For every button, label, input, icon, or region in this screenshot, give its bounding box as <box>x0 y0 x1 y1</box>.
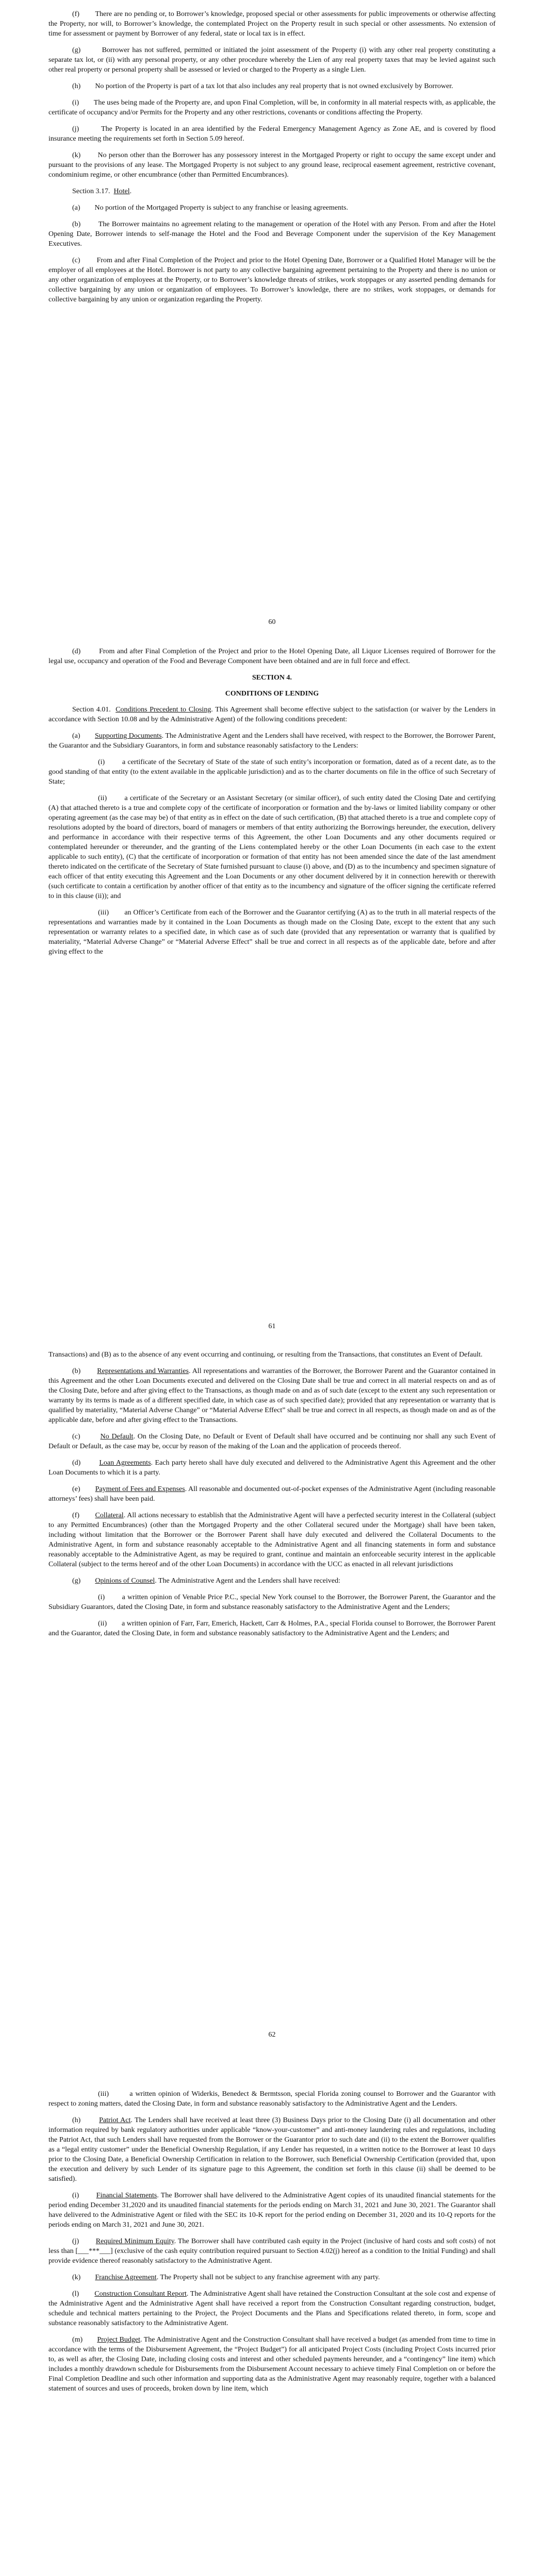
intro-label: Section 4.01. <box>72 706 111 714</box>
hotel-clause-c: (c) From and after Final Completion of the Project and prior to the Hotel Opening Date, Borrower or a Qualified Hotel Manager will be the employer of all employees at the Hotel. Borrower is not party to any collective bargaining agreement pertaining to the Property and there is no union or any other organization of employees at the Property, or to Borrower’s knowledge threats of strikes, work stoppages or any asserted pending demands for collective bargaining by any union or organization of employees. To Borrower’s knowledge, there are no strikes, work stoppages, or demands for collective bargaining by any union or organization regarding the Property. <box>48 257 496 303</box>
condition-h-label: (h) <box>72 2116 81 2124</box>
condition-e-title: Payment of Fees and Expenses <box>95 1485 185 1493</box>
condition-m-title: Project Budget <box>97 2336 140 2344</box>
condition-g-text: . The Administrative Agent and the Lenders shall have received: <box>155 1577 340 1585</box>
condition-h-title: Patriot Act <box>99 2116 131 2124</box>
condition-a-i: (i) a certificate of the Secretary of State of the state of such entity’s incorporation or formation, dated as of a recent date, as to the good standing of that entity (to the extent available in the applicable jurisdiction) and as to the charter documents on file in the office of such Secretary of State; <box>48 758 496 786</box>
condition-k-label: (k) <box>72 2274 81 2281</box>
condition-b-text: . All representations and warranties of the Borrower, the Borrower Parent and the Guarantor contained in this Agreement and the other Loan Documents executed and delivered on the Closing Date shall be true and correct in all material respects on and as of the Closing Date, before and after giving effect to the Transactions, as though made on and as of such date (except to the extent any such representation or warranty by its terms is made as of a different specified date, in which case as of such specified date); provided that any representation or warranty that is qualified by materiality, “Material Adverse Change” or “Material Adverse Effect” shall be true and correct in all respects, as though made on and as of the applicable date, before and after giving effect to the Transactions. <box>48 1367 496 1424</box>
condition-l <box>48 2289 496 2328</box>
condition-a-iii: (iii) an Officer’s Certificate from each of the Borrower and the Guarantor certifying (A) as to the truth in all material respects of the representations and warranties made by it contained in the Loan Documents as though made on the Closing Date, except to the extent that any such representation or warranty relates to a specified date, in which case as of such date (provided that any representation or warranty that is qualified by materiality, “Material Adverse Change” or “Material Adverse Effect” shall be true and correct in all respects as of the applicable date, before and after giving effect to the <box>48 909 496 956</box>
condition-h <box>48 2115 496 2184</box>
clause-f: (f) There are no pending or, to Borrower’s knowledge, proposed special or other assessments for public improvements or otherwise affecting the Property, nor will, to Borrower’s knowledge, the contemplated Project on the Property result in such special or other assessments. No extension of time for assessment or payment by Borrower of any federal, state or local tax is in effect. <box>48 10 496 38</box>
condition-e-text: . All reasonable and documented out-of-pocket expenses of the Administrative Agent (including reasonable attorneys’ fees) shall have been paid. <box>48 1485 496 1503</box>
section-4-heading: SECTION 4. <box>252 674 292 682</box>
clause-j: (j) The Property is located in an area identified by the Federal Emergency Management Agency as Zone AE, and is covered by flood insurance meeting the requirements set forth in Section 5.09 hereof. <box>48 125 496 143</box>
condition-k-text: . The Property shall not be subject to any franchise agreement with any party. <box>156 2274 380 2281</box>
condition-f <box>48 1511 496 1569</box>
section-title: Hotel <box>113 188 130 195</box>
condition-l-title: Construction Consultant Report <box>94 2290 187 2298</box>
condition-a-title: Supporting Documents <box>95 732 162 740</box>
hotel-clause-b: (b) The Borrower maintains no agreement relating to the management or operation of the Hotel with any Person. From and after the Hotel Opening Date, Borrower intends to self-manage the Hotel and the Food and Beverage Component under the supervision of the Key Management Executives. <box>48 221 496 248</box>
condition-b <box>48 1366 496 1425</box>
section-4-01-intro <box>48 705 496 724</box>
condition-i-label: (i) <box>72 2192 79 2199</box>
condition-c-title: No Default <box>100 1433 134 1440</box>
condition-j-title: Required Minimum Equity <box>95 2238 174 2245</box>
section-3-17-heading: Section 3.17. Hotel. <box>72 188 132 195</box>
page-62 <box>0 1350 544 2053</box>
condition-f-text: . All actions necessary to establish that the Administrative Agent will have a perfected security interest in the Collateral (subject to any Permitted Encumbrances) (other than the Mortgaged Property and the other Collateral secured under the Mortgage) shall have been taken, including without limitation that the Borrower or the Borrower Parent shall have duly executed and delivered the Collateral Documents to the Administrative Agent, in form and substance reasonably acceptable to the Administrative Agent and all financing statements in form and substance reasonably acceptable to the Administrative Agent, as may be required to grant, continue and maintain an enforceable security interest in the applicable Collateral (subject to the terms hereof and of the other Loan Documents) in accordance with the UCC as enacted in all relevant jurisdictions <box>48 1512 496 1568</box>
clause-k: (k) No person other than the Borrower has any possessory interest in the Mortgaged Property or right to occupy the same except under and pursuant to the provisions of any lease. The Mortgaged Property is not subject to any ground lease, reciprocal easement agreement, restrictive covenant, condominium regime, or other encumbrance (other than Permitted Encumbrances). <box>48 151 496 179</box>
intro-title: Conditions Precedent to Closing <box>116 706 211 714</box>
condition-g-title: Opinions of Counsel <box>95 1577 155 1585</box>
condition-d <box>48 1458 496 1478</box>
condition-b-label: (b) <box>72 1367 81 1375</box>
intro-text: . This Agreement shall become effective subject to the satisfaction (or waiver by the Lenders in accordance with Section 10.08 and by the Administrative Agent) of the following conditions precedent: <box>48 706 496 723</box>
condition-f-title: Collateral <box>95 1512 124 1519</box>
condition-k-title: Franchise Agreement <box>95 2274 157 2281</box>
condition-g-ii: (ii) a written opinion of Farr, Farr, Emerich, Hackett, Carr & Holmes, P.A., special Florida counsel to Borrower, the Borrower Parent and the Guarantor, dated the Closing Date, in form and substance reasonably satisfactory to the Administrative Agent and the Lenders; and <box>48 1620 496 1637</box>
clause-h: (h) No portion of the Property is part of a tax lot that also includes any real property that is not owned exclusively by Borrower. <box>72 82 453 90</box>
condition-a <box>48 731 496 751</box>
condition-j-text: . The Borrower shall have contributed cash equity in the Project (inclusive of hard costs and soft costs) of not less than [___***___] (exclusive of the cash equity contribution required pursuant to Section 4.02(j) hereof as a condition to the Initial Funding) and shall provide evidence thereof reasonably satisfactory to the Administrative Agent. <box>48 2238 496 2265</box>
page-60 <box>0 9 544 642</box>
condition-l-label: (l) <box>72 2290 79 2298</box>
condition-b-title: Representations and Warranties <box>97 1367 189 1375</box>
condition-j <box>48 2236 496 2266</box>
condition-c-text: . On the Closing Date, no Default or Event of Default shall have occurred and be continuing nor shall any such Event of Default or Default, as the case may be, occur by reason of the making of the Loan and the application of proceeds thereof. <box>48 1433 496 1450</box>
page-63 <box>0 2089 544 2576</box>
condition-k <box>48 2273 496 2282</box>
condition-j-label: (j) <box>72 2238 79 2245</box>
condition-e-label: (e) <box>72 1485 80 1493</box>
condition-a-text: . The Administrative Agent and the Lenders shall have received, with respect to the Borrower, the Borrower Parent, the Guarantor and the Subsidiary Guarantors, in form and substance reasonably satisfactory to the Lenders: <box>48 732 496 750</box>
condition-a-ii: (ii) a certificate of the Secretary or an Assistant Secretary (or similar officer), of such entity dated the Closing Date and certifying (A) that attached thereto is a true and complete copy of the certificate of incorporation or formation and the by-laws or limited liability company or other operating agreement (as the case may be) of that entity as in effect on the date of such certification, (B) that attached thereto is a true and complete copy of resolutions adopted by the board of directors, board of managers or members of that entity authorizing the Borrowings hereunder, the execution, delivery and performance in accordance with their respective terms of this Agreement, the other Loan Documents and any other documents required or contemplated hereunder or thereunder, and the granting of the Liens contemplated hereby or the other Loan Documents (in each case to the extent applicable to such entity), (C) that the certificate of incorporation or formation of that entity has not been amended since the date of the last amendment thereto indicated on the certificate of the Secretary of State furnished pursuant to clause (i) above, and (D) as to the incumbency and specimen signature of each officer of that entity executing this Agreement and the Loan Documents or any other document delivered by it in connection herewith or therewith (such certificate to contain a certification by another officer of that entity as to the incumbency and signature of the officer signing the certificate referred to in this clause (ii)); and <box>48 794 496 900</box>
condition-m-label: (m) <box>72 2336 83 2344</box>
condition-a-iii-continued: Transactions) and (B) as to the absence of any event occurring and continuing, or resulting from the Transactions, that constitutes an Event of Default. <box>48 1351 483 1359</box>
condition-g-iii: (iii) a written opinion of Widerkis, Benedect & Bermtsson, special Florida zoning counsel to Borrower and the Guarantor with respect to zoning matters, dated the Closing Date, in form and substance reasonably satisfactory to the Administrative Agent and the Lenders. <box>48 2090 496 2108</box>
condition-d-label: (d) <box>72 1459 81 1467</box>
condition-m-text: . The Administrative Agent and the Construction Consultant shall have received a budget (as amended from time to time in accordance with the terms of the Disbursement Agreement, the “Project Budget”) for all anticipated Project Costs (including Project Costs incurred prior to, as well as after, the Closing Date, including closing costs and interest and other scheduled payments hereunder, and a “contingency” line item) which includes a monthly drawdown schedule for Disbursements from the Disbursement Account necessary to achieve timely Final Completion on or before the Final Completion Deadline and such other information and supporting data as the Administrative Agent may reasonably require, together with a balanced statement of sources and uses of proceeds, broken down by line item, which <box>48 2336 496 2393</box>
condition-g <box>48 1576 496 1586</box>
section-label: Section 3.17. <box>72 188 110 195</box>
clause-g: (g) Borrower has not suffered, permitted or initiated the joint assessment of the Property (i) with any other real property constituting a separate tax lot, or (ii) with any personal property, or any other procedure whereby the Lien of any real property taxes that may be levied against such other real property or personal property shall be assessed or levied or charged to the Property as a single Lien. <box>48 46 496 74</box>
condition-a-label: (a) <box>72 732 80 740</box>
condition-c-label: (c) <box>72 1433 80 1440</box>
clause-i: (i) The uses being made of the Property are, and upon Final Completion, will be, in conformity in all material respects with, as applicable, the certificate of occupancy and/or Permits for the Property and any other restrictions, covenants or conditions affecting the Property. <box>48 99 496 116</box>
condition-l-text: . The Administrative Agent shall have retained the Construction Consultant at the sole cost and expense of the Administrative Agent and the Administrative Agent shall have received a report from the Construction Consultant regarding construction, budget, schedule and technical matters pertaining to the Project, the Project Documents and the Plans and Specifications related thereto, in form, scope and substance reasonably satisfactory to the Administrative Agent. <box>48 2290 496 2327</box>
hotel-clause-a: (a) No portion of the Mortgaged Property is subject to any franchise or leasing agreements. <box>72 204 348 212</box>
condition-c <box>48 1432 496 1451</box>
condition-i-text: . The Borrower shall have delivered to the Administrative Agent copies of its unaudited financial statements for the period ending December 31,2020 and its unaudited financial statements for the periods ending on March 31, 2021 and June 30, 2021. The Guarantor shall have delivered to the Administrative Agent or filed with the SEC its 10-K report for the period ending on December 31, 2020 and its 10-Q reports for the periods ending on March 31, 2021 and June 30, 2021. <box>48 2192 496 2229</box>
condition-i <box>48 2191 496 2230</box>
page-61 <box>0 647 544 1345</box>
page-number: 61 <box>268 1323 276 1330</box>
hotel-clause-d: (d) From and after Final Completion of the Project and prior to the Hotel Opening Date, all Liquor Licenses required of Borrower for the legal use, occupancy and operation of the Food and Beverage Component have been obtained and are in full force and effect. <box>48 648 496 665</box>
condition-m <box>48 2335 496 2394</box>
page-number: 62 <box>268 2031 276 2039</box>
condition-g-label: (g) <box>72 1577 81 1585</box>
condition-f-label: (f) <box>72 1512 79 1519</box>
condition-d-text: . Each party hereto shall have duly executed and delivered to the Administrative Agent this Agreement and the other Loan Documents to which it is a party. <box>48 1459 496 1477</box>
condition-d-title: Loan Agreements <box>99 1459 151 1467</box>
condition-i-title: Financial Statements <box>96 2192 157 2199</box>
condition-e <box>48 1484 496 1504</box>
condition-h-text: . The Lenders shall have received at least three (3) Business Days prior to the Closing Date (i) all documentation and other information required by bank regulatory authorities under applicable “know-your-customer” and anti-money laundering rules and regulations, including the Patriot Act, that such Lenders shall have requested from the Borrower or the Guarantor prior to such date and (ii) to the extent the Borrower qualifies as a “legal entity customer” under the Beneficial Ownership Regulation, if any Lender has requested, in a written notice to the Borrower at least 10 days prior to the Closing Date, a Beneficial Ownership Certification in relation to the Borrower, such Beneficial Ownership Certification (provided that, upon the execution and delivery by such Lender of its signature page to this Agreement, the condition set forth in this clause (ii) shall be deemed to be satisfied). <box>48 2116 496 2183</box>
section-4-subheading: CONDITIONS OF LENDING <box>225 690 319 698</box>
condition-g-i: (i) a written opinion of Venable Price P.C., special New York counsel to the Borrower, the Borrower Parent, the Guarantor and the Subsidiary Guarantors, dated the Closing Date, in form and substance reasonably satisfactory to the Administrative Agent and the Lenders; <box>48 1594 496 1611</box>
page-number: 60 <box>268 618 276 626</box>
